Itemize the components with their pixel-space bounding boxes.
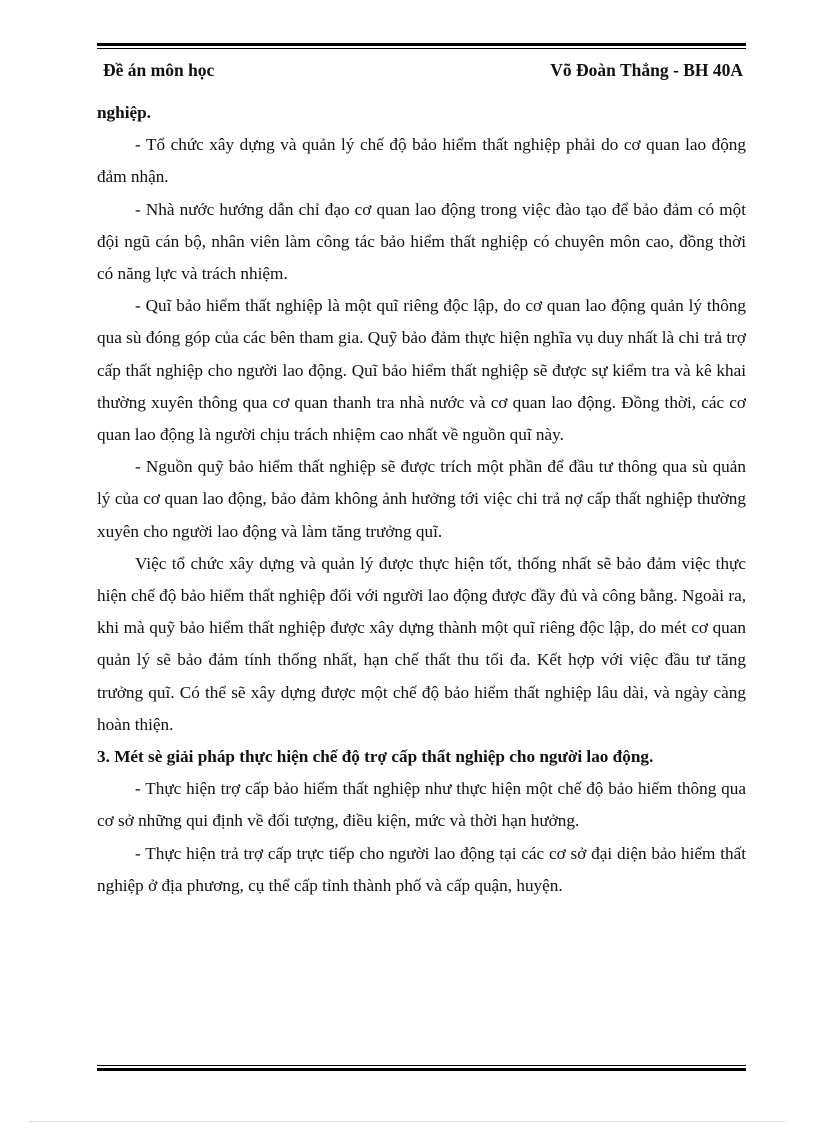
header-rule xyxy=(97,43,746,49)
header-course-title: Đề án môn học xyxy=(103,60,215,80)
page-bottom-dotted-line xyxy=(30,1121,786,1122)
header-author: Võ Đoàn Thắng - BH 40A xyxy=(550,60,743,80)
page-header xyxy=(103,59,743,81)
paragraph-2: - Nhà nước hướng dẫn chỉ đạo cơ quan lao động trong việc đào tạo để bảo đảm có một đội ngũ cán bộ, nhân viên làm công tác bảo hiểm thất nghiệp có chuyên môn cao, đồng thời có năng lực và trách nhiệm. xyxy=(97,199,746,284)
paragraph-4: - Nguồn quỹ bảo hiểm thất nghiệp sẽ được trích một phần để đầu tư thông qua sù quản lý của cơ quan lao động, bảo đảm không ảnh hưởng tới việc chi trả nợ cấp thất nghiệp thường xuyên cho người lao động và làm tăng trưởng quĩ. xyxy=(97,457,746,541)
paragraph-6: - Thực hiện trợ cấp bảo hiểm thất nghiệp như thực hiện một chế độ bảo hiểm thông qua cơ sở những qui định về đối tượng, điều kiện, mức và thời hạn hưởng. xyxy=(97,779,746,831)
page-body xyxy=(97,97,746,902)
paragraph-7: - Thực hiện trả trợ cấp trực tiếp cho người lao động tại các cơ sở đại diện bảo hiểm thất nghiệp ở địa phương, cụ thể cấp tỉnh thành phố và cấp quận, huyện. xyxy=(97,843,746,895)
footer-rule xyxy=(97,1065,746,1071)
paragraph-3: - Quĩ bảo hiểm thất nghiệp là một quĩ riêng độc lập, do cơ quan lao động quản lý thông qua sù đóng góp của các bên tham gia. Quỹ bảo đảm thực hiện nghĩa vụ duy nhất là chi trả trợ cấp thất nghiệp cho người lao động. Quĩ bảo hiểm thất nghiệp sẽ được sự kiểm tra và kê khai thường xuyên thông qua cơ quan thanh tra nhà nước và cơ quan lao động. Đồng thời, các cơ quan lao động là người chịu trách nhiệm cao nhất về nguồn quĩ này. xyxy=(97,296,746,445)
continued-word: nghiệp. xyxy=(97,103,151,122)
paragraph-1: - Tổ chức xây dựng và quản lý chế độ bảo hiểm thất nghiệp phải do cơ quan lao động đảm nhận. xyxy=(97,135,746,187)
paragraph-5: Việc tổ chức xây dựng và quản lý được thực hiện tốt, thống nhất sẽ bảo đảm việc thực hiện chế độ bảo hiểm thất nghiệp đối với người lao động được đầy đủ và công bằng. Ngoài ra, khi mà quỹ bảo hiểm thất nghiệp được xây dựng thành một quĩ riêng độc lập, do mét cơ quan quản lý sẽ bảo đảm tính thống nhất, hạn chế thất thu tối đa. Kết hợp với việc đầu tư tăng trưởng quĩ. Có thể sẽ xây dựng được một chế độ bảo hiểm thất nghiệp lâu dài, và ngày càng hoàn thiện. xyxy=(97,553,746,734)
section-heading: 3. Mét sè giải pháp thực hiện chế độ trợ cấp thất nghiệp cho người lao động. xyxy=(97,747,654,767)
